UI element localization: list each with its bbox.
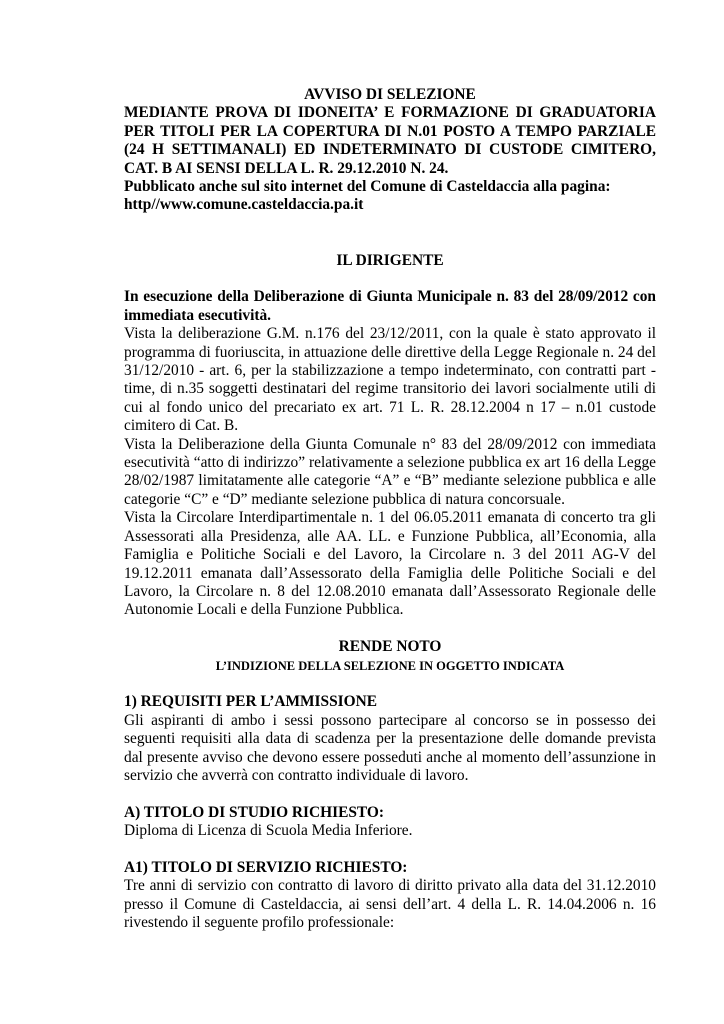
requisiti-text: Gli aspiranti di ambo i sessi possono partecipare al concorso se in possesso dei seguenti requisiti alla data di scadenza per la presentazione delle domande prevista dal presente avviso che devono essere posseduti anche al momento dell’assunzione in servizio che avverrà con contratto individuale di lavoro. [124,711,656,784]
rende-noto-heading: RENDE NOTO [338,638,442,656]
website-link[interactable]: http//www.comune.casteldaccia.pa.it [124,196,364,214]
titolo-servizio-text: Tre anni di servizio con contratto di lavoro di diritto privato alla data del 31.12.2010 presso il Comune di Casteldaccia, ai sensi dell’art. 4 della L. R. 14.04.2006 n. 16 rivestendo il seguente profilo professionale: [124,877,656,932]
titolo-studio-text: Diploma di Licenza di Scuola Media Inferiore. [124,822,413,840]
document-page [124,86,656,933]
vista-paragraph-3: Vista la Circolare Interdipartimentale n. 1 del 06.05.2011 emanata di concerto tra gli Assessorati alla Presidenza, alle AA. LL. e Funzione Pubblica, all’Economia, alla Famiglia e Politiche Sociali e del Lavoro, la Circolare n. 3 del 2011 AG-V del 19.12.2011 emanata dall’Assessorato della Famiglia delle Politiche Sociali e del Lavoro, la Circolare n. 8 del 12.08.2010 emanata dall’Assessorato Regionale delle Autonomie Locali e della Funzione Pubblica. [124,509,656,619]
titolo-studio-heading: A) TITOLO DI STUDIO RICHIESTO: [124,803,385,821]
dirigente-heading: IL DIRIGENTE [336,251,444,269]
notice-title: AVVISO DI SELEZIONE [304,86,476,103]
rende-noto-subheading: L’INDIZIONE DELLA SELEZIONE IN OGGETTO INDICATA [215,658,565,673]
execution-paragraph: In esecuzione della Deliberazione di Giunta Municipale n. 83 del 28/09/2012 con immediata esecutività. [124,288,656,324]
published-note: Pubblicato anche sul sito internet del Comune di Casteldaccia alla pagina: [124,178,611,196]
vista-paragraph-2: Vista la Deliberazione della Giunta Comunale n° 83 del 28/09/2012 con immediata esecutività “atto di indirizzo” relativamente a selezione pubblica ex art 16 della Legge 28/02/1987 limitatamente alle categorie “A” e “B” mediante selezione pubblica e alle categorie “C” e “D” mediante selezione pubblica di natura concorsuale. [124,435,656,508]
notice-subtitle: MEDIANTE PROVA DI IDONEITA’ E FORMAZIONE DI GRADUATORIA PER TITOLI PER LA COPERTURA DI N.01 POSTO A TEMPO PARZIALE (24 H SETTIMANALI) ED INDETERMINATO DI CUSTODE CIMITERO, CAT. B AI SENSI DELLA L. R. 29.12.2010 N. 24. [124,104,656,177]
titolo-servizio-heading: A1) TITOLO DI SERVIZIO RICHIESTO: [124,858,408,876]
vista-paragraph-1: Vista la deliberazione G.M. n.176 del 23/12/2011, con la quale è stato approvato il programma di fuoriuscita, in attuazione delle direttive della Legge Regionale n. 24 del 31/12/2010 - art. 6, per la stabilizzazione a tempo indeterminato, con contratti part - time, di n.35 soggetti destinatari del regime transitorio dei lavori socialmente utili di cui al fondo unico del precariato ex art. 71 L. R. 28.12.2004 n 17 – n.01 custode cimitero di Cat. B. [124,325,656,435]
requisiti-heading: 1) REQUISITI PER L’AMMISSIONE [124,693,377,711]
